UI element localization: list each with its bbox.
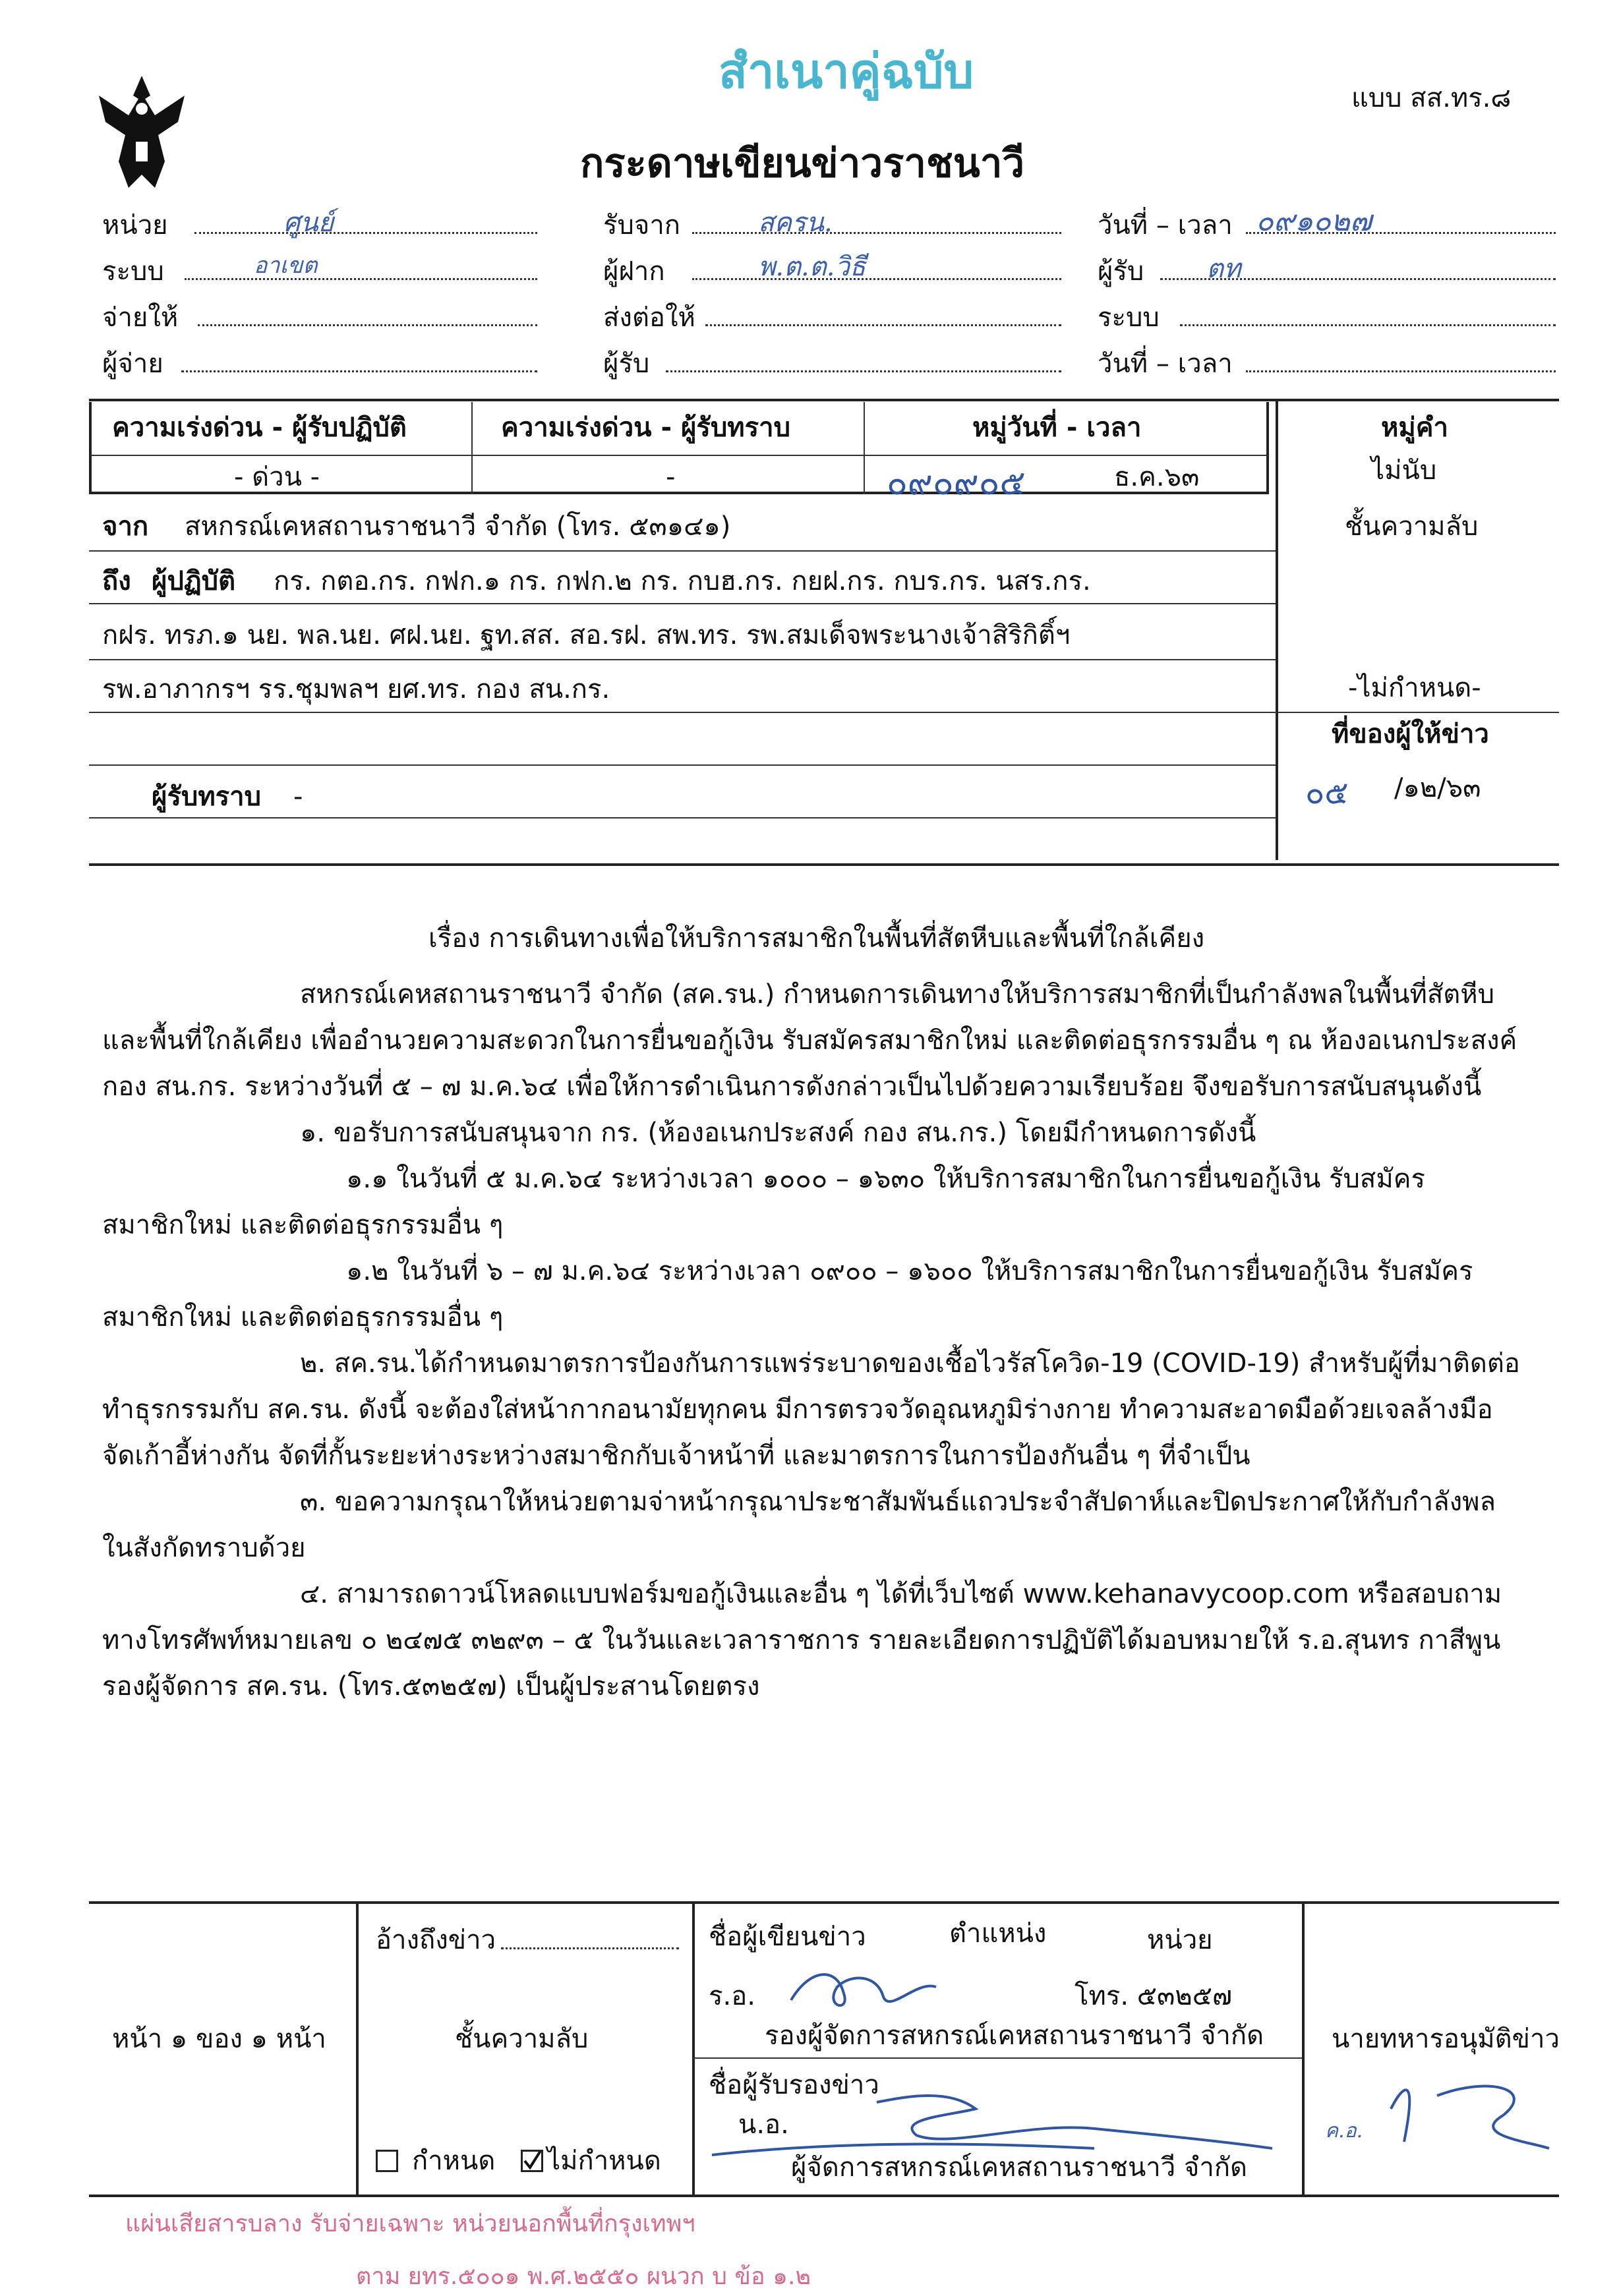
table-top-rule	[89, 399, 1559, 401]
body-line-11: จัดเก้าอี้ห่างกัน จัดที่กั้นระยะห่างระหว่างสมาชิกกับเจ้าหน้าที่ และมาตรการในการป้องกันอื่น ๆ ที่จำเป็น	[102, 1441, 1251, 1471]
reference-label: อ้างถึงข่าว	[376, 1925, 496, 1955]
dtg-value: ๐๙๐๙๐๕	[887, 463, 1026, 503]
datetime2-label: วันที่ – เวลา	[1098, 349, 1233, 379]
from-value: สหกรณ์เคหสถานราชนาวี จำกัด (โทร. ๕๓๑๔๑)	[185, 511, 731, 542]
stamp-line-1: แผ่นเสียสารบลาง รับจ่ายเฉพาะ หน่วยนอกพื้นที่กรุงเทพฯ	[125, 2210, 695, 2237]
reference-field[interactable]	[501, 1947, 679, 1949]
datetime-handwriting: ๐๙๑๐๒๗	[1256, 204, 1372, 238]
receiver-label: ผู้รับ	[1098, 256, 1144, 287]
system-handwriting: อาเขต	[254, 252, 318, 279]
forward-to-field[interactable]	[705, 324, 1061, 326]
footer-classification-label: ชั้นความลับ	[455, 2024, 589, 2054]
priority-divider-2	[864, 402, 865, 494]
certifier-rank: น.อ.	[738, 2109, 789, 2140]
row-rule-4	[89, 712, 1559, 713]
payer-field[interactable]	[181, 370, 537, 372]
writer-rank: ร.อ.	[709, 1981, 755, 2011]
row-rule-5	[89, 764, 1276, 766]
priority-divider-1	[471, 402, 473, 494]
unspecified-checkbox[interactable]	[521, 2150, 543, 2172]
depositor-field[interactable]	[692, 278, 1061, 280]
system2-field[interactable]	[1180, 324, 1556, 326]
body-line-4: ๑. ขอรับการสนับสนุนจาก กร. (ห้องอเนกประสงค์ กอง สน.กร.) โดยมีกำหนดการดังนี้	[300, 1118, 1256, 1148]
row-rule-1	[89, 550, 1276, 552]
receiver2-field[interactable]	[666, 370, 1061, 372]
dtg-header: หมู่วันที่ - เวลา	[972, 413, 1142, 443]
originator-ref-num: ๐๕	[1305, 774, 1349, 811]
checkmark-icon	[523, 2152, 541, 2170]
specified-label: กำหนด	[412, 2146, 496, 2176]
word-group-header: หมู่คำ	[1381, 413, 1448, 443]
approver-initial: ค.อ.	[1325, 2119, 1363, 2142]
body-line-9: ๒. สค.รน.ได้กำหนดมาตรการป้องกันการแพร่ระบาดของเชื้อไวรัสโควิด-19 (COVID-19) สำหรับผู้ที่มาติดต่อ	[300, 1348, 1520, 1379]
receiver-handwriting: ตท	[1206, 254, 1241, 284]
unit-field[interactable]	[194, 232, 537, 234]
priority-action-value: - ด่วน -	[234, 462, 320, 492]
system-field[interactable]	[185, 278, 537, 280]
depositor-label: ผู้ฝาก	[603, 256, 665, 287]
page-info: หน้า ๑ ของ ๑ หน้า	[112, 2024, 326, 2054]
footer-divider-1	[356, 1901, 359, 2195]
body-line-3: กอง สน.กร. ระหว่างวันที่ ๕ – ๗ ม.ค.๖๔ เพื่อให้การดำเนินการดังกล่าวเป็นไปด้วยความเรียบร้อย จึงขอรับการสนับสนุนดังนี้	[102, 1072, 1482, 1102]
receiver2-label: ผู้รับ	[603, 349, 650, 379]
datetime-label: วันที่ – เวลา	[1098, 210, 1233, 241]
system2-label: ระบบ	[1098, 302, 1160, 333]
unit-label: หน่วย	[102, 210, 168, 241]
to-line-3: รพ.อาภากรฯ รร.ชุมพลฯ ยศ.ทร. กอง สน.กร.	[102, 674, 610, 704]
priority-info-header: ความเร่งด่วน - ผู้รับทราบ	[501, 413, 790, 443]
body-line-13: ในสังกัดทราบด้วย	[102, 1533, 306, 1563]
footer-divider-3	[1302, 1901, 1305, 2195]
datetime2-field[interactable]	[1246, 370, 1556, 372]
action-addressee-label: ผู้ปฏิบัติ	[152, 566, 236, 596]
classification-value: -ไม่กำหนด-	[1348, 673, 1481, 703]
to-label: ถึง	[102, 566, 131, 596]
originator-ref-date: /๑๒/๖๓	[1394, 773, 1481, 803]
body-line-8: สมาชิกใหม่ และติดต่อธุรกรรมอื่น ๆ	[102, 1302, 504, 1333]
footer-mid-rule	[692, 2057, 1302, 2059]
approver-label: นายทหารอนุมัติข่าว	[1332, 2024, 1560, 2054]
certifier-position: ผู้จัดการสหกรณ์เคหสถานราชนาวี จำกัด	[791, 2152, 1248, 2183]
payer-label: ผู้จ่าย	[102, 349, 163, 379]
body-line-6: สมาชิกใหม่ และติดต่อธุรกรรมอื่น ๆ	[102, 1210, 504, 1240]
system-label: ระบบ	[102, 256, 164, 287]
subject-line: เรื่อง การเดินทางเพื่อให้บริการสมาชิกในพื้นที่สัตหีบและพื้นที่ใกล้เคียง	[428, 923, 1205, 954]
footer-top-rule	[89, 1901, 1559, 1904]
pay-to-label: จ่ายให้	[102, 302, 179, 333]
word-group-value: ไม่นับ	[1371, 455, 1437, 486]
to-line-1: กร. กตอ.กร. กฟก.๑ กร. กฟก.๒ กร. กบฮ.กร. กยฝ.กร. กบร.กร. นสร.กร.	[274, 566, 1091, 596]
forward-to-label: ส่งต่อให้	[603, 302, 695, 333]
form-title: กระดาษเขียนข่าวราชนาวี	[580, 140, 1025, 187]
body-line-7: ๑.๒ ในวันที่ ๖ – ๗ ม.ค.๖๔ ระหว่างเวลา ๐๙๐๐ – ๑๖๐๐ ให้บริการสมาชิกในการยื่นขอกู้เงิน รับสมัคร	[346, 1256, 1473, 1286]
body-line-16: รองผู้จัดการ สค.รน. (โทร.๕๓๒๕๗) เป็นผู้ประสานโดยตรง	[102, 1671, 760, 1702]
writer-position: รองผู้จัดการสหกรณ์เคหสถานราชนาวี จำกัด	[765, 2021, 1264, 2051]
writer-label: ชื่อผู้เขียนข่าว	[709, 1922, 866, 1952]
receive-from-label: รับจาก	[603, 210, 680, 241]
body-line-1: สหกรณ์เคหสถานราชนาวี จำกัด (สค.รน.) กำหนดการเดินทางให้บริการสมาชิกที่เป็นกำลังพลในพื้นที่สัตหีบ	[300, 979, 1494, 1010]
writer-phone: โทร. ๕๓๒๕๗	[1074, 1981, 1233, 2011]
table-bottom-rule	[89, 863, 1559, 866]
footer-unit-label: หน่วย	[1147, 1925, 1213, 1955]
pay-to-field[interactable]	[198, 324, 537, 326]
unit-handwriting: ศูนย์	[283, 208, 334, 238]
unspecified-label: ไม่กำหนด	[547, 2146, 661, 2176]
from-label: จาก	[102, 511, 149, 542]
writer-signature	[784, 1961, 969, 2020]
info-addressee-value: -	[293, 782, 303, 812]
footer-bottom-rule	[89, 2195, 1559, 2197]
to-line-2: กฝร. ทรภ.๑ นย. พล.นย. ศฝ.นย. ฐท.สส. สอ.รฝ. สพ.ทร. รพ.สมเด็จพระนางเจ้าสิริกิติ์ฯ	[102, 620, 1071, 650]
dtg-month: ธ.ค.๖๓	[1114, 462, 1200, 492]
certifier-signature	[699, 2082, 1279, 2162]
classification-label: ชั้นความลับ	[1345, 511, 1479, 542]
row-rule-3	[89, 659, 1276, 660]
receive-from-field[interactable]	[692, 232, 1061, 234]
stamp-line-2: ตาม ยทร.๕๐๐๑ พ.ศ.๒๕๕๐ ผนวก บ ข้อ ๑.๒	[356, 2263, 811, 2290]
row-rule-2	[89, 603, 1276, 604]
priority-info-value: -	[666, 462, 676, 492]
footer-divider-2	[692, 1901, 695, 2195]
position-label: ตำแหน่ง	[949, 1918, 1047, 1949]
body-line-2: และพื้นที่ใกล้เคียง เพื่ออำนวยความสะดวกในการยื่นขอกู้เงิน รับสมัครสมาชิกใหม่ และติดต่อธุรกรรมอื่น ๆ ณ ห้องอเนกประสงค์	[102, 1025, 1517, 1056]
receive-from-handwriting: สครน.	[758, 208, 833, 238]
body-line-10: ทำธุรกรรมกับ สค.รน. ดังนี้ จะต้องใส่หน้ากากอนามัยทุกคน มีการตรวจวัดอุณหภูมิร่างกาย ทำความสะอาดมือด้วยเจลล้างมือ	[102, 1394, 1493, 1425]
table-right-col-divider	[1276, 399, 1278, 860]
copy-stamp: สำเนาคู่ฉบับ	[719, 43, 974, 99]
row-rule-6	[89, 817, 1276, 818]
body-line-12: ๓. ขอความกรุณาให้หน่วยตามจ่าหน้ากรุณาประชาสัมพันธ์แถวประจำสัปดาห์และปิดประกาศให้กับกำลังพล	[300, 1487, 1496, 1517]
specified-checkbox[interactable]	[376, 2150, 398, 2172]
garuda-emblem-icon	[92, 69, 191, 194]
priority-action-header: ความเร่งด่วน - ผู้รับปฏิบัติ	[112, 413, 407, 443]
depositor-handwriting: พ.ต.ต.วิธี	[758, 252, 866, 282]
info-addressee-label: ผู้รับทราบ	[152, 782, 262, 812]
certifier-label: ชื่อผู้รับรองข่าว	[709, 2070, 879, 2100]
body-line-15: ทางโทรศัพท์หมายเลข ๐ ๒๔๗๕ ๓๒๙๓ – ๕ ในวันและเวลาราชการ รายละเอียดการปฏิบัติได้มอบหมายให้ ร.อ.สุนทร กาสีพูน	[102, 1625, 1501, 1655]
body-line-5: ๑.๑ ในวันที่ ๕ ม.ค.๖๔ ระหว่างเวลา ๑๐๐๐ – ๑๖๓๐ ให้บริการสมาชิกในการยื่นขอกู้เงิน รับสมัคร	[346, 1164, 1425, 1194]
form-code: แบบ สส.ทร.๘	[1351, 83, 1512, 113]
priority-header-rule	[90, 455, 1268, 456]
originator-ref-label: ที่ของผู้ให้ข่าว	[1332, 719, 1489, 749]
body-line-14: ๔. สามารถดาวน์โหลดแบบฟอร์มขอกู้เงินและอื่น ๆ ได้ที่เว็บไซต์ www.kehanavycoop.com หรือสอบถาม	[300, 1579, 1502, 1609]
